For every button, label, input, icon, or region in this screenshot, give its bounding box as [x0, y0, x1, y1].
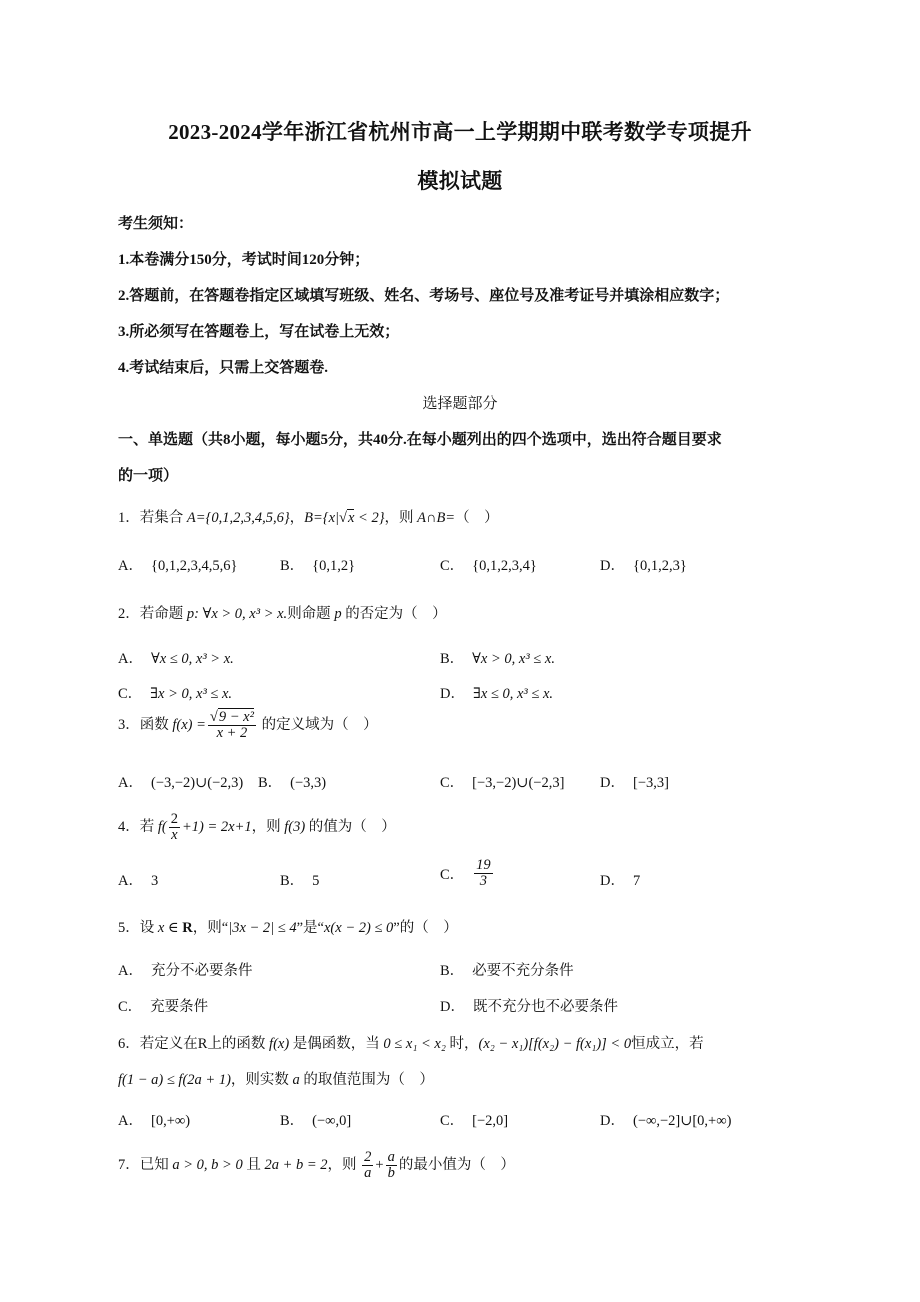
question-number: 1． — [118, 510, 140, 526]
section-title: 选择题部分 — [422, 396, 498, 412]
set-b-prefix: B={x| — [304, 510, 339, 526]
option-label: C． — [118, 999, 143, 1015]
document-title-line1: 2023-2024学年浙江省杭州市高一上学期期中联考数学专项提升 — [168, 120, 752, 144]
function-name: f(x) — [269, 1036, 290, 1052]
option-text: ∀x ≤ 0, x³ > x. — [150, 651, 234, 667]
equation-expr: 2a + b = 2 — [264, 1157, 328, 1174]
fraction-denominator: 3 — [479, 873, 488, 890]
stem-text: ，则 — [251, 819, 285, 836]
fraction — [386, 1150, 397, 1181]
option-text: {0,1,2} — [312, 558, 356, 574]
stem-text: ，则实数 — [230, 1072, 293, 1088]
question-5-option-b — [440, 959, 574, 980]
option-label: C． — [440, 1113, 465, 1129]
fraction-denominator: a — [364, 1165, 372, 1182]
option-text: [−3,−2)∪(−2,3] — [472, 775, 565, 791]
plus-sign: + — [375, 1157, 384, 1174]
question-4-option-d — [600, 869, 640, 890]
stem-text: ，则 — [384, 510, 418, 526]
function-call: f(3) — [284, 819, 306, 836]
option-text: (−∞,−2]∪[0,+∞) — [632, 1113, 732, 1129]
sqrt-radicand: x — [347, 510, 355, 526]
membership-expr: x ∈ — [157, 920, 183, 936]
option-label: A． — [118, 1113, 143, 1129]
option-text: [0,+∞) — [150, 1113, 191, 1129]
monotonic-inequality: (x₂ − x₁)[f(x₂) − f(x₁)] < 0 — [478, 1036, 632, 1052]
stem-text: ，则 — [327, 1157, 361, 1174]
question-4-option-c — [440, 858, 495, 889]
notice-item-3: 3.所必须写在答题卷上，写在试卷上无效； — [118, 324, 400, 340]
stem-text: 的否定为（ ） — [341, 606, 447, 622]
option-label: D． — [600, 558, 625, 574]
proposition-expr: p: ∀x > 0, x³ > x. — [186, 606, 288, 622]
question-number: 7． — [118, 1157, 140, 1174]
option-label: B． — [280, 1113, 305, 1129]
real-set-symbol: R — [182, 920, 193, 936]
option-text: ∀x > 0, x³ ≤ x. — [472, 651, 555, 667]
set-a-expr: A={0,1,2,3,4,5,6} — [186, 510, 290, 526]
question-number: 4． — [118, 819, 140, 836]
fraction — [362, 1150, 373, 1181]
stem-text: 且 — [242, 1157, 265, 1174]
stem-text: 是偶函数，当 — [289, 1036, 384, 1052]
option-label: C． — [440, 558, 465, 574]
condition-expr: a > 0, b > 0 — [172, 1157, 243, 1174]
part-heading-line2: 的一项） — [118, 468, 179, 484]
function-name: f(x) = — [172, 717, 206, 734]
question-2-stem — [118, 602, 447, 623]
question-3-option-b — [258, 771, 326, 792]
stem-text: 已知 — [139, 1157, 173, 1174]
inequality-expr: f(1 − a) ≤ f(2a + 1) — [118, 1072, 231, 1088]
stem-text: 若集合 — [139, 510, 187, 526]
sqrt-sign-icon: √ — [209, 709, 218, 725]
option-text: ∃x ≤ 0, x³ ≤ x. — [472, 686, 554, 702]
notice-item-2: 2.答题前，在答题卷指定区域填写班级、姓名、考场号、座位号及准考证号并填涂相应数字； — [118, 288, 730, 304]
question-3-stem — [118, 710, 378, 741]
question-2-option-a — [118, 647, 234, 668]
question-3-option-c — [440, 771, 564, 792]
option-text: {0,1,2,3,4,5,6} — [150, 558, 238, 574]
proposition-var: p — [334, 606, 342, 622]
option-label: B． — [440, 963, 465, 979]
question-5-option-a — [118, 959, 252, 980]
condition-2-expr: x(x − 2) ≤ 0 — [324, 920, 394, 936]
stem-text: 若 — [139, 819, 158, 836]
fraction-denominator: x + 2 — [216, 725, 248, 742]
stem-text: 恒成立，若 — [631, 1036, 704, 1052]
fraction-numerator — [208, 710, 256, 726]
notice-heading: 考生须知： — [118, 216, 194, 232]
option-label: D． — [600, 775, 625, 791]
question-1-option-b — [280, 554, 355, 575]
option-text: 充要条件 — [150, 999, 209, 1015]
fraction — [169, 812, 180, 843]
function-open: f( — [157, 819, 167, 836]
question-2-option-d — [440, 682, 553, 703]
option-text: 既不充分也不必要条件 — [472, 999, 618, 1015]
question-6-option-c — [440, 1109, 508, 1130]
option-label: D． — [440, 686, 465, 702]
stem-text: 的定义域为（ ） — [257, 717, 378, 734]
document-title-line2: 模拟试题 — [417, 169, 503, 193]
condition-expr: 0 ≤ x₁ < x₂ — [383, 1036, 446, 1052]
question-number: 3． — [118, 717, 140, 734]
set-b-suffix: < 2} — [354, 510, 385, 526]
question-6-option-d — [600, 1109, 731, 1130]
option-text: 5 — [312, 873, 320, 889]
fraction-numerator: 2 — [170, 811, 178, 827]
question-1-stem — [118, 506, 499, 527]
stem-text: 则命题 — [287, 606, 335, 622]
condition-1-expr: |3x − 2| ≤ 4 — [228, 920, 297, 936]
option-text: 3 — [150, 873, 159, 889]
fraction — [474, 858, 493, 889]
question-5-option-c — [118, 995, 208, 1016]
option-text: (−3,−2)∪(−2,3) — [150, 775, 244, 791]
option-label: A． — [118, 651, 143, 667]
question-6-stem-line1 — [118, 1032, 704, 1053]
notice-item-1: 1.本卷满分150分，考试时间120分钟； — [118, 252, 370, 268]
stem-text: 若命题 — [139, 606, 187, 622]
option-text: [−2,0] — [472, 1113, 509, 1129]
question-7-stem — [118, 1150, 515, 1181]
fraction-numerator: 2 — [364, 1149, 372, 1165]
intersection-expr: A∩B= — [417, 510, 456, 526]
option-label: B． — [280, 873, 305, 889]
question-1-option-c — [440, 554, 537, 575]
option-label: C． — [440, 775, 465, 791]
option-text: 必要不充分条件 — [472, 963, 574, 979]
question-number: 5． — [118, 920, 140, 936]
option-label: A． — [118, 775, 143, 791]
option-label: B． — [280, 558, 305, 574]
stem-text: 若定义在R上的函数 — [139, 1036, 270, 1052]
fraction-numerator: a — [387, 1149, 395, 1165]
option-label: D． — [600, 873, 625, 889]
option-label: D． — [600, 1113, 625, 1129]
question-5-stem — [118, 916, 458, 937]
question-6-stem-line2 — [118, 1068, 434, 1089]
option-text: {0,1,2,3} — [632, 558, 687, 574]
function-close: +1) = 2x+1 — [181, 819, 252, 836]
sqrt-sign-icon: √ — [339, 510, 347, 526]
option-text: 充分不必要条件 — [150, 963, 253, 979]
stem-text: ”的（ ） — [393, 920, 458, 936]
stem-text: 的最小值为（ ） — [398, 1157, 515, 1174]
option-label: C． — [440, 867, 465, 884]
option-label: A． — [118, 963, 143, 979]
question-6-option-b — [280, 1109, 351, 1130]
question-number: 2． — [118, 606, 140, 622]
answer-blank: （ ） — [455, 510, 499, 526]
question-3-option-d — [600, 771, 669, 792]
option-label: A． — [118, 558, 143, 574]
part-heading-line1: 一、单选题（共8小题，每小题5分，共40分.在每小题列出的四个选项中，选出符合题目要求 — [118, 432, 722, 448]
question-4-option-b — [280, 869, 319, 890]
question-3-option-a — [118, 771, 243, 792]
variable-a: a — [292, 1072, 300, 1088]
option-text: 7 — [632, 873, 641, 889]
option-label: B． — [258, 775, 283, 791]
option-label: C． — [118, 686, 143, 702]
stem-text: ”是“ — [296, 920, 324, 936]
question-6-option-a — [118, 1109, 190, 1130]
option-text: {0,1,2,3,4} — [472, 558, 537, 574]
option-text: (−3,3) — [290, 775, 327, 791]
stem-text: ， — [289, 510, 305, 526]
option-label: B． — [440, 651, 465, 667]
sqrt-radicand: 9 − x² — [218, 709, 254, 725]
question-5-option-d — [440, 995, 618, 1016]
option-text: ∃x > 0, x³ ≤ x. — [150, 686, 233, 702]
question-2-option-b — [440, 647, 555, 668]
stem-text: 时， — [445, 1036, 479, 1052]
option-text: (−∞,0] — [312, 1113, 352, 1129]
question-2-option-c — [118, 682, 232, 703]
option-text: [−3,3] — [632, 775, 669, 791]
stem-text: 设 — [139, 920, 158, 936]
notice-item-4: 4.考试结束后，只需上交答题卷. — [118, 360, 329, 376]
fraction-denominator: b — [387, 1165, 395, 1182]
question-4-option-a — [118, 869, 158, 890]
option-label: D． — [440, 999, 465, 1015]
fraction-denominator: x — [171, 827, 178, 844]
question-1-option-a — [118, 554, 237, 575]
question-4-stem — [118, 812, 396, 843]
question-number: 6． — [118, 1036, 140, 1052]
stem-text: 函数 — [139, 717, 173, 734]
stem-text: 的取值范围为（ ） — [299, 1072, 434, 1088]
fraction — [208, 710, 256, 741]
question-1-option-d — [600, 554, 687, 575]
stem-text: ，则“ — [192, 920, 229, 936]
stem-text: 的值为（ ） — [305, 819, 396, 836]
fraction-numerator: 19 — [476, 857, 491, 873]
option-label: A． — [118, 873, 143, 889]
